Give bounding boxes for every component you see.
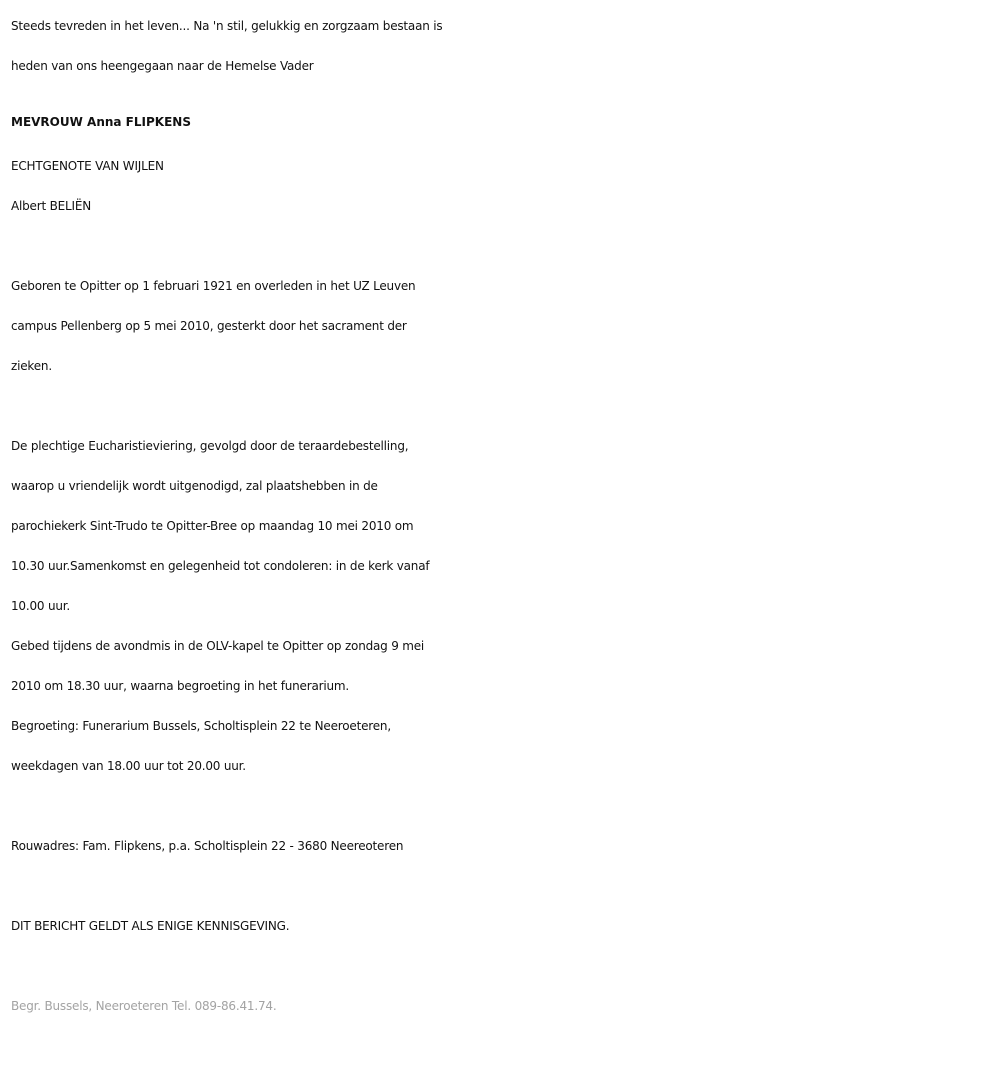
paragraph-line: weekdagen van 18.00 uur tot 20.00 uur.: [11, 759, 246, 773]
spacer: [11, 866, 996, 906]
intro-line: heden van ons heengegaan naar de Hemelse Vader: [11, 59, 314, 73]
relation-block: [11, 146, 996, 226]
paragraph-line: waarop u vriendelijk wordt uitgenodigd, zal plaatshebben in de: [11, 479, 378, 493]
intro-text: [11, 6, 996, 86]
spacer: [11, 946, 996, 986]
paragraph-line: campus Pellenberg op 5 mei 2010, gesterkt door het sacrament der: [11, 319, 407, 333]
notice-statement: DIT BERICHT GELDT ALS ENIGE KENNISGEVING.: [11, 919, 290, 933]
paragraph-line: Gebed tijdens de avondmis in de OLV-kapel te Opitter op zondag 9 mei: [11, 639, 425, 653]
relation-line: ECHTGENOTE VAN WIJLEN: [11, 159, 164, 173]
paragraph-line: parochiekerk Sint-Trudo te Opitter-Bree op maandag 10 mei 2010 om: [11, 519, 414, 533]
deceased-name: MEVROUW Anna FLIPKENS: [11, 115, 191, 129]
intro-line: Steeds tevreden in het leven... Na 'n stil, gelukkig en zorgzaam bestaan is: [11, 19, 443, 33]
birth-death-paragraph: [11, 266, 996, 386]
ceremony-paragraph: [11, 426, 996, 786]
mourning-address: Rouwadres: Fam. Flipkens, p.a. Scholtisplein 22 - 3680 Neereoteren: [11, 839, 404, 853]
paragraph-line: De plechtige Eucharistieviering, gevolgd door de teraardebestelling,: [11, 439, 409, 453]
paragraph-line: Geboren te Opitter op 1 februari 1921 en overleden in het UZ Leuven: [11, 279, 416, 293]
spouse-name: Albert BELIËN: [11, 199, 91, 213]
spacer: [11, 386, 996, 426]
paragraph-line: zieken.: [11, 359, 52, 373]
paragraph-line: 10.00 uur.: [11, 599, 71, 613]
spacer: [11, 786, 996, 826]
paragraph-line: 10.30 uur.Samenkomst en gelegenheid tot condoleren: in de kerk vanaf: [11, 559, 430, 573]
funeral-home-footer: Begr. Bussels, Neeroeteren Tel. 089-86.41.74.: [11, 999, 277, 1013]
obituary-notice: [11, 6, 996, 1026]
spacer: [11, 226, 996, 266]
paragraph-line: 2010 om 18.30 uur, waarna begroeting in het funerarium.: [11, 679, 349, 693]
paragraph-line: Begroeting: Funerarium Bussels, Scholtisplein 22 te Neeroeteren,: [11, 719, 391, 733]
